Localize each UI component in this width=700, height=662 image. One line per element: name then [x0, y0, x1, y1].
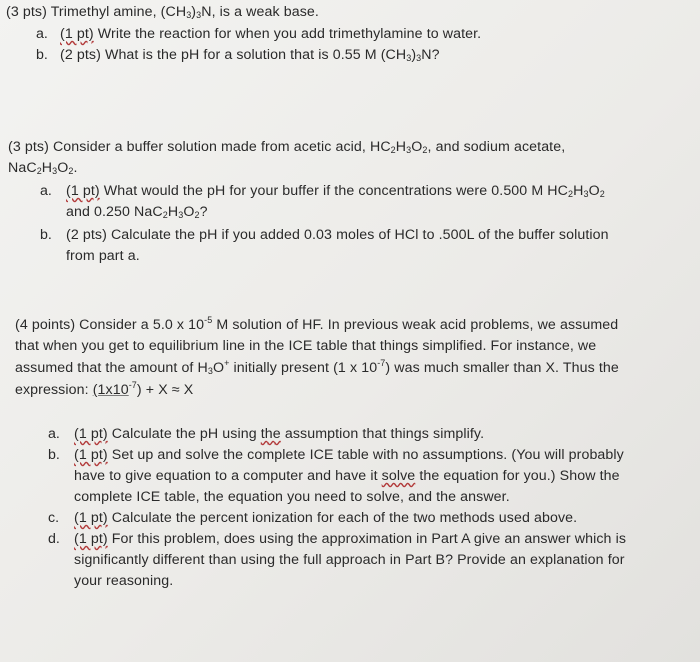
q2-intro-line1: (3 pts) Consider a buffer solution made from acetic acid, $HC_2H_3O_2$, and sodium acetate,: [8, 139, 566, 155]
q2-b-marker: b.: [40, 227, 52, 243]
q1-b-marker: b.: [36, 47, 48, 63]
q3-a-marker: a.: [48, 426, 60, 442]
q3-d-line3: your reasoning.: [74, 573, 174, 589]
q3-line3: assumed that the amount of $H_3O^+$ initially present (1 x $10^{-7}$) was much smaller than X. Thus the: [15, 358, 619, 376]
q2-b-line2: from part a.: [66, 248, 140, 264]
q3-c-text: (1 pt) Calculate the percent ionization for each of the two methods used above.: [74, 510, 578, 526]
q3-d-line2: significantly different than using the full approach in Part B? Provide an explanation for: [74, 552, 625, 568]
q3-a-text: (1 pt) Calculate the pH using the assumption that things simplify.: [74, 426, 485, 442]
q1-a-text: (1 pt) Write the reaction for when you add trimethylamine to water.: [60, 26, 482, 42]
q2-intro-line2: $NaC_2H_3O_2$.: [8, 160, 78, 176]
q3-d-marker: d.: [48, 531, 60, 547]
q3-b-marker: b.: [48, 447, 60, 463]
q3-line2: that when you get to equilibrium line in the ICE table that things simplified. For instance, we: [15, 338, 597, 354]
q1-intro: (3 pts) Trimethyl amine, $(CH_3)_3N$, is a weak base.: [6, 4, 319, 20]
q3-b-line2: have to give equation to a computer and have it solve the equation for you.) Show the: [74, 468, 620, 484]
q3-d-line1: (1 pt) For this problem, does using the approximation in Part A give an answer which is: [74, 531, 627, 547]
q2-a-line2: and 0.250 $NaC_2H_3O_2$?: [66, 204, 208, 220]
q3-b-line1: (1 pt) Set up and solve the complete ICE table with no assumptions. (You will probably: [74, 447, 624, 463]
q2-a-line1: (1 pt) What would the pH for your buffer if the concentrations were 0.500 M $HC_2H_3O_2$: [66, 183, 605, 199]
q3-c-marker: c.: [48, 510, 60, 526]
q3-b-line3: complete ICE table, the equation you need to solve, and the answer.: [74, 489, 510, 505]
q1-b-text: (2 pts) What is the pH for a solution that is 0.55 M $(CH_3)_3N$?: [60, 47, 440, 63]
q1-a-marker: a.: [36, 26, 48, 42]
q2-a-marker: a.: [40, 183, 52, 199]
q3-line1: (4 points) Consider a 5.0 x $10^{-5}$ M solution of HF. In previous weak acid problems, we assumed: [15, 315, 619, 333]
q2-b-line1: (2 pts) Calculate the pH if you added 0.03 moles of HCl to .500L of the buffer solution: [66, 227, 609, 243]
q3-line4: expression: $(1x10^{-7}) + X \approx X$: [15, 380, 194, 398]
